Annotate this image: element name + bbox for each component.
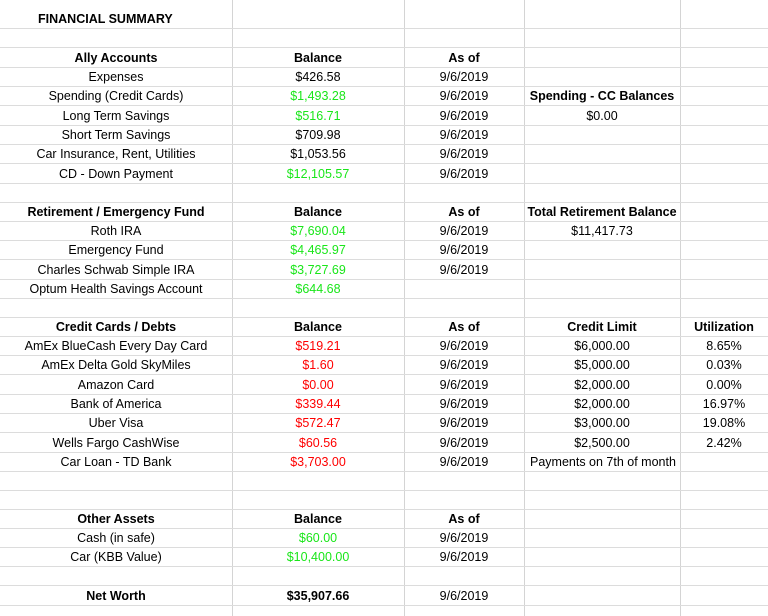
credit-row xyxy=(0,434,768,453)
utilization[interactable]: 19.08% xyxy=(702,416,746,431)
retirement-name[interactable]: Roth IRA xyxy=(90,224,142,238)
utilization[interactable]: 0.00% xyxy=(706,377,742,392)
blank-row xyxy=(0,184,768,203)
account-date[interactable]: 9/6/2019 xyxy=(439,147,489,162)
blank-row xyxy=(0,567,768,586)
debt-date[interactable]: 9/6/2019 xyxy=(439,396,489,411)
account-name[interactable]: Short Term Savings xyxy=(61,127,171,142)
credit-asof-header[interactable]: As of xyxy=(448,320,480,334)
utilization[interactable]: 16.97% xyxy=(702,396,746,411)
account-date[interactable]: 9/6/2019 xyxy=(439,166,489,181)
account-balance[interactable]: $709.98 xyxy=(295,127,341,142)
other-balance-header[interactable]: Balance xyxy=(294,512,342,526)
ally-row xyxy=(0,68,768,87)
account-name[interactable]: CD - Down Payment xyxy=(59,166,173,181)
sheet-title[interactable]: FINANCIAL SUMMARY xyxy=(38,12,173,26)
credit-row xyxy=(0,356,768,375)
account-balance[interactable]: $12,105.57 xyxy=(286,166,350,181)
credit-limit[interactable]: $2,500.00 xyxy=(574,435,630,450)
other-asof-header[interactable]: As of xyxy=(448,512,480,526)
asset-name[interactable]: Car (KBB Value) xyxy=(70,550,162,565)
account-name[interactable]: Expenses xyxy=(88,70,144,84)
debt-date[interactable]: 9/6/2019 xyxy=(439,358,489,373)
spending-cc-label[interactable]: Spending - CC Balances xyxy=(529,89,675,104)
credit-limit[interactable]: $2,000.00 xyxy=(574,377,630,392)
debt-date[interactable]: 9/6/2019 xyxy=(439,339,489,353)
net-worth-value[interactable]: $35,907.66 xyxy=(286,589,350,603)
other-header[interactable]: Other Assets xyxy=(77,512,155,526)
debt-name[interactable]: Wells Fargo CashWise xyxy=(52,435,180,450)
debt-name[interactable]: AmEx Delta Gold SkyMiles xyxy=(41,358,191,373)
blank-row xyxy=(0,472,768,491)
title-row xyxy=(0,10,768,29)
account-name[interactable]: Car Insurance, Rent, Utilities xyxy=(36,147,196,162)
ally-header[interactable]: Ally Accounts xyxy=(74,51,158,65)
debt-name[interactable]: Car Loan - TD Bank xyxy=(60,454,172,469)
ally-row xyxy=(0,126,768,145)
account-balance[interactable]: $426.58 xyxy=(295,70,341,84)
credit-row xyxy=(0,414,768,433)
net-worth-label[interactable]: Net Worth xyxy=(86,589,146,603)
credit-balance-header[interactable]: Balance xyxy=(294,320,342,334)
credit-header[interactable]: Credit Cards / Debts xyxy=(55,320,177,334)
retirement-name[interactable]: Emergency Fund xyxy=(68,243,164,258)
retirement-row xyxy=(0,261,768,280)
retirement-balance[interactable]: $4,465.97 xyxy=(290,243,346,258)
debt-name[interactable]: Amazon Card xyxy=(77,377,155,392)
blank-row xyxy=(0,491,768,510)
retirement-date[interactable]: 9/6/2019 xyxy=(439,243,489,258)
debt-balance[interactable]: $0.00 xyxy=(302,377,334,392)
retirement-row xyxy=(0,280,768,299)
debt-balance[interactable]: $60.56 xyxy=(298,435,338,450)
retirement-name[interactable]: Charles Schwab Simple IRA xyxy=(37,262,195,277)
other-row xyxy=(0,548,768,567)
credit-row xyxy=(0,376,768,395)
utilization[interactable]: 0.03% xyxy=(706,358,742,373)
asset-balance[interactable]: $60.00 xyxy=(298,531,338,545)
retirement-row xyxy=(0,222,768,241)
ally-row xyxy=(0,87,768,106)
credit-row xyxy=(0,395,768,414)
retirement-date[interactable]: 9/6/2019 xyxy=(439,262,489,277)
payment-note[interactable]: Payments on 7th of month xyxy=(530,454,676,469)
total-retirement-value[interactable]: $11,417.73 xyxy=(571,224,633,238)
credit-limit[interactable]: $5,000.00 xyxy=(574,358,630,373)
account-balance[interactable]: $1,493.28 xyxy=(290,89,346,104)
debt-name[interactable]: AmEx BlueCash Every Day Card xyxy=(24,339,208,353)
account-date[interactable]: 9/6/2019 xyxy=(439,70,489,84)
utilization[interactable]: 2.42% xyxy=(706,435,742,450)
credit-row xyxy=(0,337,768,356)
ally-row xyxy=(0,165,768,184)
account-name[interactable]: Spending (Credit Cards) xyxy=(48,89,184,104)
credit-limit[interactable]: $3,000.00 xyxy=(574,416,630,431)
debt-date[interactable]: 9/6/2019 xyxy=(439,454,489,469)
blank-row xyxy=(0,299,768,318)
debt-balance[interactable]: $519.21 xyxy=(295,339,341,353)
account-date[interactable]: 9/6/2019 xyxy=(439,127,489,142)
utilization[interactable]: 8.65% xyxy=(706,339,742,353)
other-header-row xyxy=(0,510,768,529)
spending-cc-value[interactable]: $0.00 xyxy=(586,108,618,123)
debt-date[interactable]: 9/6/2019 xyxy=(439,435,489,450)
debt-balance[interactable]: $572.47 xyxy=(295,416,341,431)
account-balance[interactable]: $516.71 xyxy=(295,108,341,123)
ally-asof-header[interactable]: As of xyxy=(448,51,480,65)
asset-date[interactable]: 9/6/2019 xyxy=(439,550,489,565)
retirement-asof-header[interactable]: As of xyxy=(448,205,480,219)
debt-balance[interactable]: $3,703.00 xyxy=(290,454,346,469)
ally-row xyxy=(0,107,768,126)
retirement-row xyxy=(0,241,768,260)
retirement-balance[interactable]: $7,690.04 xyxy=(290,224,346,238)
debt-date[interactable]: 9/6/2019 xyxy=(439,416,489,431)
asset-date[interactable]: 9/6/2019 xyxy=(439,531,489,545)
account-balance[interactable]: $1,053.56 xyxy=(290,147,346,162)
ally-balance-header[interactable]: Balance xyxy=(294,51,342,65)
credit-header-row xyxy=(0,318,768,337)
debt-balance[interactable]: $1.60 xyxy=(302,358,334,373)
credit-row xyxy=(0,453,768,472)
retirement-balance-header[interactable]: Balance xyxy=(294,205,342,219)
utilization-header[interactable]: Utilization xyxy=(694,320,754,334)
blank-row xyxy=(0,29,768,48)
retirement-balance[interactable]: $3,727.69 xyxy=(290,262,346,277)
retirement-balance[interactable]: $644.68 xyxy=(295,281,341,296)
debt-date[interactable]: 9/6/2019 xyxy=(439,377,489,392)
asset-balance[interactable]: $10,400.00 xyxy=(286,550,350,565)
debt-name[interactable]: Uber Visa xyxy=(88,416,144,431)
debt-balance[interactable]: $339.44 xyxy=(295,396,341,411)
account-date[interactable]: 9/6/2019 xyxy=(439,89,489,104)
net-worth-row xyxy=(0,587,768,606)
total-retirement-label[interactable]: Total Retirement Balance xyxy=(527,205,677,219)
credit-limit-header[interactable]: Credit Limit xyxy=(567,320,637,334)
retirement-header-row xyxy=(0,203,768,222)
ally-row xyxy=(0,145,768,164)
account-name[interactable]: Long Term Savings xyxy=(62,108,170,123)
retirement-date[interactable]: 9/6/2019 xyxy=(439,224,489,238)
net-worth-date[interactable]: 9/6/2019 xyxy=(439,589,489,603)
retirement-date[interactable] xyxy=(404,280,524,299)
ally-header-row xyxy=(0,49,768,68)
retirement-name[interactable]: Optum Health Savings Account xyxy=(29,281,203,296)
credit-limit[interactable]: $2,000.00 xyxy=(574,396,630,411)
debt-name[interactable]: Bank of America xyxy=(70,396,162,411)
retirement-header[interactable]: Retirement / Emergency Fund xyxy=(27,205,205,219)
other-row xyxy=(0,529,768,548)
account-date[interactable]: 9/6/2019 xyxy=(439,108,489,123)
asset-name[interactable]: Cash (in safe) xyxy=(77,531,155,545)
credit-limit[interactable]: $6,000.00 xyxy=(574,339,630,353)
